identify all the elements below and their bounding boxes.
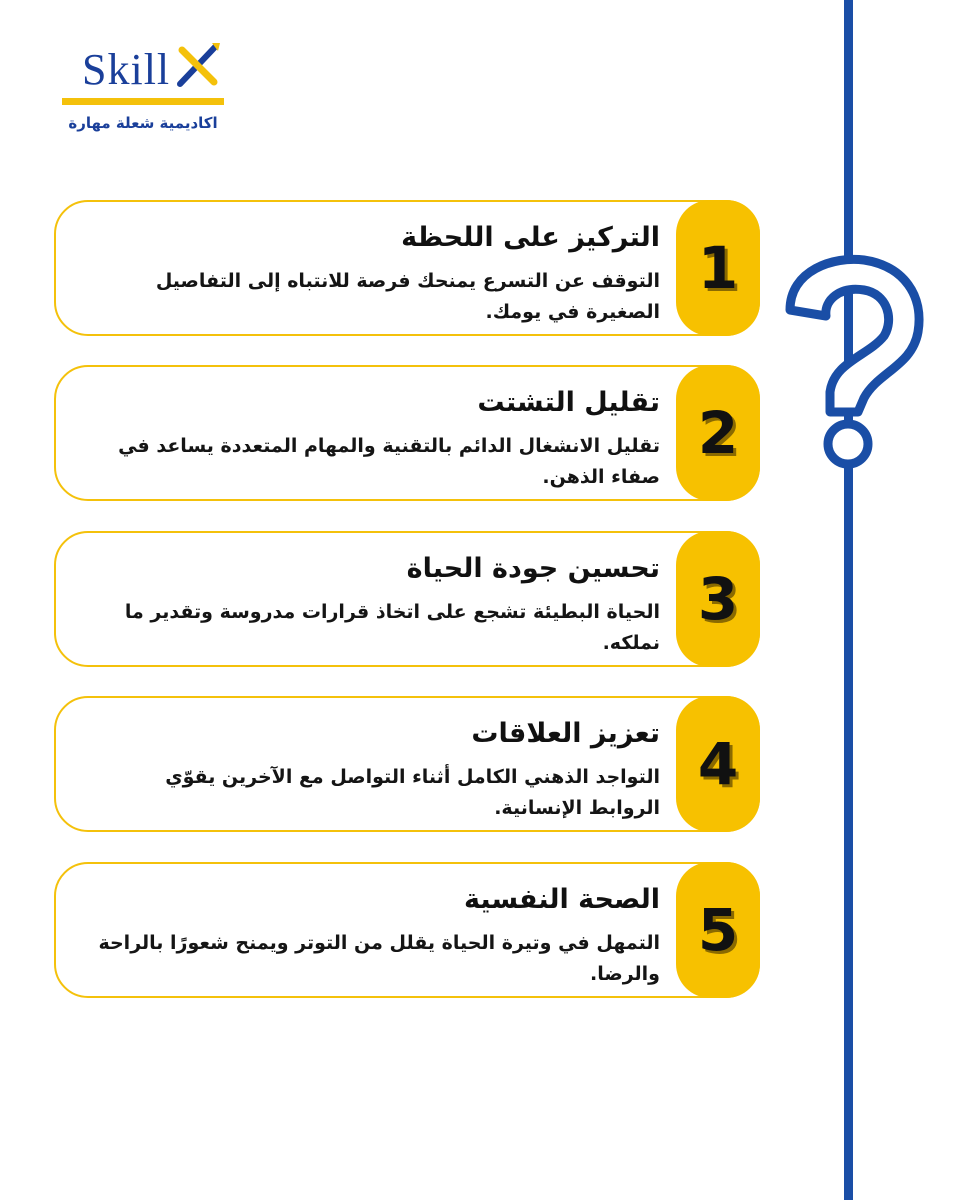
logo-tagline: اكاديمية شعلة مهارة — [68, 114, 218, 132]
vertical-line — [844, 0, 853, 1200]
number-badge-text: 5 — [697, 896, 739, 964]
number-badge — [676, 200, 760, 336]
number-badge-text: 1 — [697, 234, 739, 302]
logo-underline — [62, 98, 224, 105]
item-description: التمهل في وتيرة الحياة يقلل من التوتر ويمنح شعورًا بالراحة والرضا. — [98, 932, 660, 985]
list-item-3 — [54, 531, 760, 667]
item-title: الصحة النفسية — [464, 884, 660, 915]
item-title: تقليل التشتت — [477, 387, 660, 418]
item-description: تقليل الانشغال الدائم بالتقنية والمهام المتعددة يساعد في صفاء الذهن. — [118, 435, 660, 488]
logo-wordmark: Skill — [82, 45, 171, 94]
question-mark-icon — [772, 252, 932, 472]
item-description: الحياة البطيئة تشجع على اتخاذ قرارات مدروسة وتقدير ما نملكه. — [124, 601, 660, 654]
item-title: التركيز على اللحظة — [401, 222, 660, 253]
number-badge — [676, 531, 760, 667]
number-badge-text: 2 — [697, 399, 739, 467]
number-badge — [676, 696, 760, 832]
item-title: تحسين جودة الحياة — [406, 553, 660, 584]
number-badge — [676, 365, 760, 501]
list-item-1 — [54, 200, 760, 336]
pencil-cross-icon — [174, 40, 222, 88]
number-badge — [676, 862, 760, 998]
list-item-5 — [54, 862, 760, 998]
item-description: التوقف عن التسرع يمنحك فرصة للانتباه إلى التفاصيل الصغيرة في يومك. — [155, 270, 660, 323]
brand-logo — [62, 38, 226, 148]
number-badge-text: 3 — [697, 565, 739, 633]
item-title: تعزيز العلاقات — [471, 718, 660, 749]
list-item-2 — [54, 365, 760, 501]
number-badge-text: 4 — [697, 730, 739, 798]
list-item-4 — [54, 696, 760, 832]
item-description: التواجد الذهني الكامل أثناء التواصل مع الآخرين يقوّي الروابط الإنسانية. — [165, 766, 660, 819]
